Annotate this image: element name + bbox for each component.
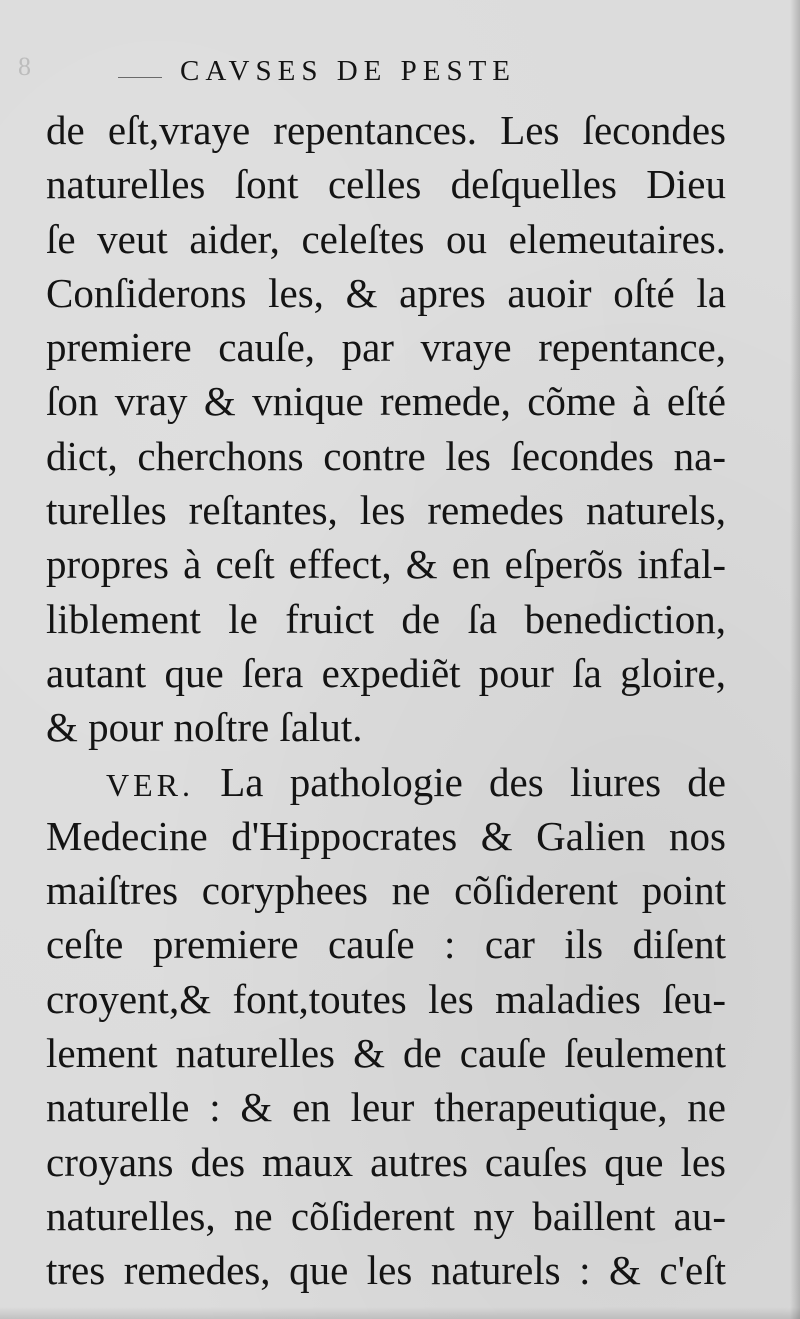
text-line: liblement le fruict de ſa benediction, bbox=[46, 595, 726, 642]
text-line: premiere cauſe, par vraye repentance, bbox=[46, 324, 726, 371]
text-line: tres remedes, que les naturels : & c'eſt bbox=[46, 1247, 726, 1294]
text-line: croyent,& font,toutes les maladies ſeu- bbox=[46, 975, 726, 1022]
text-line: ſon vray & vnique remede, cõme à eſté bbox=[46, 378, 726, 425]
text-line: propres à ceſt effect, & en eſperõs infal- bbox=[46, 541, 726, 588]
text-line: & pour noſtre ſalut. bbox=[46, 704, 363, 751]
text-line: naturelle : & en leur therapeutique, ne bbox=[46, 1084, 726, 1131]
text-line: turelles reſtantes, les remedes naturels, bbox=[46, 487, 726, 534]
running-head: CAVSES DE PESTE bbox=[180, 55, 517, 87]
text-line: ceſte premiere cauſe : car ils diſent bbox=[46, 921, 726, 968]
body-text bbox=[46, 103, 726, 1298]
text-line: naturelles, ne cõſiderent ny baillent au- bbox=[46, 1192, 726, 1239]
page-edge-shadow bbox=[790, 0, 800, 1319]
text-line: Conſiderons les, & apres auoir oſté la bbox=[46, 269, 726, 316]
text-line: Medecine d'Hippocrates & Galien nos bbox=[46, 812, 726, 859]
paragraph-lead: VER. bbox=[106, 766, 194, 803]
text-line: maiſtres coryphees ne cõſiderent point bbox=[46, 867, 726, 914]
header-rule bbox=[118, 77, 162, 78]
paragraph-first-words: La pathologie des liures de bbox=[220, 758, 726, 805]
text-line: ſe veut aider, celeſtes ou elemeutaires. bbox=[46, 215, 726, 262]
page-number: 8 bbox=[18, 52, 31, 81]
text-line: autant que ſera expediẽt pour ſa gloire, bbox=[46, 649, 726, 696]
text-line: croyans des maux autres cauſes que les bbox=[46, 1138, 726, 1185]
text-line: de eſt,vraye repentances. Les ſecondes bbox=[46, 107, 726, 153]
text-line: dict, cherchons contre les ſecondes na- bbox=[46, 432, 726, 479]
text-line: lement naturelles & de cauſe ſeulement bbox=[46, 1030, 726, 1077]
paragraph-opening-line bbox=[46, 755, 726, 809]
text-line: naturelles ſont celles deſquelles Dieu bbox=[46, 161, 726, 208]
page-bottom-shadow bbox=[0, 1307, 800, 1319]
